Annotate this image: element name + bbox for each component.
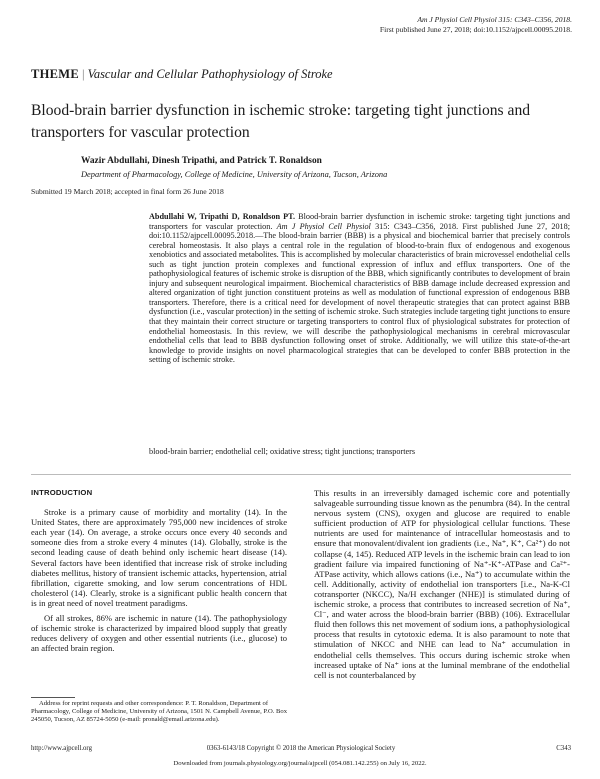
author-affiliation: Department of Pharmacology, College of Medicine, University of Arizona, Tucson, Arizona (81, 170, 388, 179)
article-title: Blood-brain barrier dysfunction in ischemic stroke: targeting tight junctions and transporters for vascular protection (31, 102, 531, 141)
page-number: C343 (556, 745, 571, 752)
right-column (314, 488, 570, 685)
section-divider (31, 474, 571, 475)
journal-header (380, 15, 572, 35)
journal-url-link[interactable]: http://www.ajpcell.org (31, 745, 92, 752)
section-heading-introduction: INTRODUCTION (31, 488, 93, 497)
theme-label: THEME (31, 67, 80, 81)
author-list: Wazir Abdullahi, Dinesh Tripathi, and Patrick T. Ronaldson (81, 156, 322, 166)
download-notice: Downloaded from journals.physiology.org/journal/ajpcell (054.081.142.255) on July 16, 2022. (173, 760, 427, 767)
body-paragraph: This results in an irreversibly damaged ischemic core and potentially salvageable surrounding tissue known as the penumbra (84). In the central nervous system (CNS), oxygen and glucose are required to enable sufficient production of ATP for physiological cellular functions. These nutrients are used for maintenance of intracellular homeostasis and to ensure that monovalent/divalent ion gradients (i.e., Na⁺, K⁺, Ca²⁺) do not collapse (4, 145). Reduced ATP levels in the ischemic brain can lead to ion gradient failure via impaired functioning of Na⁺-K⁺-ATPase and Ca²⁺-ATPase activity, which allows cations (i.e., Na⁺) to accumulate within the cell. Additionally, activity of endothelial ion transporters [i.e., Na-K-Cl cotransporter (NKCC), Na/H exchanger (NHE)] is stimulated during of ischemic stroke, a process that contributes to increased secretion of Na⁺, Cl⁻, and water across the blood-brain barrier (BBB) (106). Extracellular fluid then follows this net movement of sodium ions, a pathophysiological process that results in cytotoxic edema. It is also paramount to note that stimulation of NKCC and NHE can lead to Na⁺ accumulation in endothelial cells themselves. This occurs during ischemic stroke when increased uptake of Na⁺ ions at the luminal membrane of the endothelial cell is not counterbalanced by (314, 488, 570, 680)
journal-citation: Am J Physiol Cell Physiol 315: C343–C356, 2018. (417, 15, 572, 24)
publication-info: First published June 27, 2018; doi:10.1152/ajpcell.00095.2018. (379, 25, 572, 34)
theme-divider: | (82, 67, 85, 81)
abstract-body: 315: C343–C356, 2018. First published June 27, 2018; doi:10.1152/ajpcell.00095.2018.—The blood-brain barrier (BBB) is a physical and biochemical barrier that precisely controls cerebral homeostasis. It also plays a central role in the regulation of blood-to-brain flux of endogenous and exogenous xenobiotics and associated metabolites. This is accomplished by molecular characteristics of brain microvessel endothelial cells such as tight junction protein complexes and functional expression of influx and efflux transporters. One of the pathophysiological features of ischemic stroke is disruption of the BBB, which significantly contributes to development of brain injury and subsequent neurological impairment. Biochemical characteristics of BBB damage include decreased expression and altered organization of tight junction constituent proteins as well as modulation of functional expression of endogenous BBB transporters. Therefore, there is a critical need for development of novel therapeutic strategies that can protect against BBB dysfunction (i.e., vascular protection) in the setting of ischemic stroke. Such strategies include targeting tight junctions to ensure that they maintain their correct structure or targeting transporters to control flux of physiological substrates for protection of endothelial homeostasis. In this review, we will describe the pathophysiological mechanisms in cerebral microvascular endothelial cells that lead to BBB dysfunction following onset of stroke. Additionally, we will utilize this state-of-the-art knowledge to provide insights on novel pharmacological strategies that can be developed to confer BBB protection in the setting of ischemic stroke. (149, 221, 570, 365)
abstract-citation-title: Blood-brain barrier dysfunction in ischemic stroke: targeting tight junctions and transporters for vascular protection. (149, 212, 570, 231)
keywords: blood-brain barrier; endothelial cell; oxidative stress; tight junctions; transporters (149, 447, 416, 456)
copyright-notice: 0363-6143/18 Copyright © 2018 the American Physiological Society (206, 745, 396, 752)
abstract-journal: Am J Physiol Cell Physiol (276, 221, 371, 231)
intro-paragraph: Of all strokes, 86% are ischemic in nature (14). The pathophysiology of ischemic stroke is characterized by impaired blood supply that greatly reduces delivery of oxygen and other essential nutrients (i.e., glucose) to an affected brain region. (31, 613, 287, 654)
theme-title: Vascular and Cellular Pathophysiology of Stroke (87, 67, 333, 81)
left-column (31, 488, 287, 658)
footnote-divider (31, 697, 75, 698)
abstract-authors: Abdullahi W, Tripathi D, Ronaldson PT. (149, 212, 296, 221)
theme-line (31, 67, 333, 82)
correspondence-footnote: Address for reprint requests and other correspondence: P. T. Ronaldson, Department of Pharmacology, College of Medicine, University of Arizona, 1501 N. Campbell Avenue, P.O. Box 245050, Tucson, AZ 85724-5050 (e-mail: pronald@email.arizona.edu). (31, 700, 288, 724)
submission-dates: Submitted 19 March 2018; accepted in final form 26 June 2018 (31, 187, 224, 196)
abstract (149, 212, 570, 365)
intro-paragraph: Stroke is a primary cause of morbidity and mortality (14). In the United States, there are approximately 795,000 new incidences of stroke each year (14). On average, a stroke occurs once every 40 seconds and someone dies from a stroke every 4 minutes (14). Globally, stroke is the second leading cause of death behind only ischemic heart disease (14). Several factors have been identified that increase risk of stroke including diabetes mellitus, history of transient ischemic attacks, hypertension, atrial fibrillation, cigarette smoking, and low serum concentrations of HDL cholesterol (14). Clearly, stroke is a significant public health concern that is in great need of novel treatment paradigms. (31, 507, 287, 608)
